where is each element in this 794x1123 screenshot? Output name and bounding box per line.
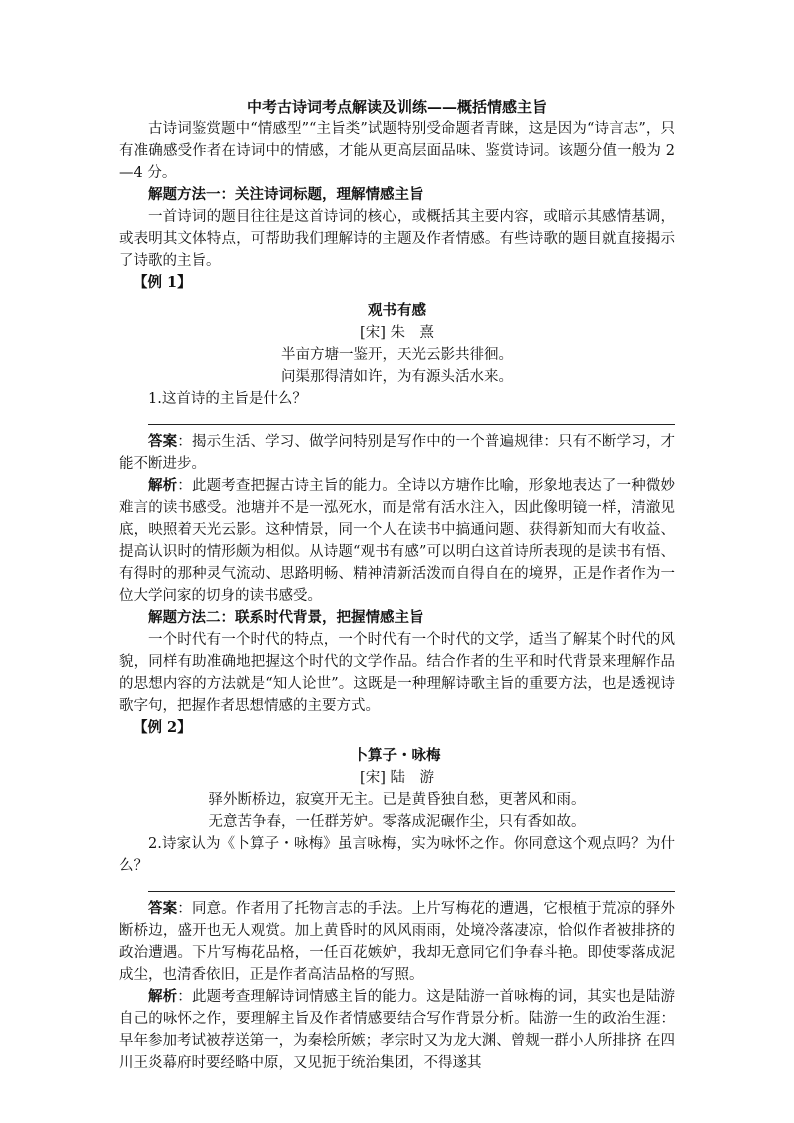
document-page	[119, 96, 675, 1074]
example2-answer-blank	[148, 877, 675, 892]
example2-poem-line: 无意苦争春，一任群芳妒。零落成泥碾作尘，只有香如故。	[208, 814, 586, 830]
answer-text: ：揭示生活、学习、做学问特别是写作中的一个普遍规律：只有不断学习，才能不断进步。	[119, 434, 676, 472]
method1-heading: 解题方法一：关注诗词标题，理解情感主旨	[148, 186, 424, 203]
analysis-text: ：此题考查把握古诗主旨的能力。全诗以方塘作比喻，形象地表达了一种微妙难言的读书感受。池塘并不是一泓死水，而是常有活水注入，因此像明镜一样，清澈见底，映照着天光云影。这种情景，同一个人在读书中搞通问题、获得新知而大有收益、提高认识时的情形颇为相似。从诗题“观书有感”可以明白这首诗所表现的是读书有悟、有得时的那种灵气流动、思路明畅、精神清新活泼而自得自在的境界，正是作者作为一位大学问家的切身的读书感受。	[119, 478, 676, 604]
example1-poem-author: [宋] 朱 熹	[360, 325, 434, 341]
example1-answer-blank	[148, 410, 675, 425]
example1-answer	[119, 431, 675, 475]
method1-body: 一首诗词的题目往往是这首诗词的核心，或概括其主要内容，或暗示其感情基调，或表明其文体特点，可帮助我们理解诗的主题及作者情感。有些诗歌的题目就直接揭示了诗歌的主旨。	[119, 209, 675, 269]
example2-analysis	[119, 986, 675, 1074]
example2-question: 2.诗家认为《卜算子・咏梅》虽言咏梅，实为咏怀之作。你同意这个观点吗？为什么？	[119, 836, 675, 874]
example1-poem-line: 问渠那得清如许，为有源头活水来。	[281, 369, 513, 385]
method2-heading: 解题方法二：联系时代背景，把握情感主旨	[148, 609, 424, 626]
example2-poem-line: 驿外断桥边，寂寞开无主。已是黄昏独自愁，更著风和雨。	[208, 792, 586, 808]
answer-text: ：同意。作者用了托物言志的手法。上片写梅花的遭遇，它根植于荒凉的驿外断桥边，盛开也无人观赏。加上黄昏时的风风雨雨，处境冷落凄凉，恰似作者被排挤的政治遭遇。下片写梅花品格，一任百花嫉妒，我却无意同它们争春斗艳。即使零落成泥成尘，也清香依旧，正是作者高洁品格的写照。	[119, 901, 676, 983]
answer-label: 答案	[148, 900, 178, 917]
example1-label: 【例 1】	[133, 274, 192, 291]
method2-body: 一个时代有一个时代的特点，一个时代有一个时代的文学，适当了解某个时代的风貌，同样有助准确地把握这个时代的文学作品。结合作者的生平和时代背景来理解作品的思想内容的方法就是“知人论世”。这既是一种理解诗歌主旨的重要方法，也是透视诗歌字句，把握作者思想情感的主要方式。	[119, 632, 675, 714]
intro-paragraph: 古诗词鉴赏题中“情感型”“主旨类”试题特别受命题者青睐，这是因为“诗言志”，只有准确感受作者在诗词中的情感，才能从更高层面品味、鉴赏诗词。该题分值一般为 2—4 分。	[119, 121, 675, 181]
answer-label: 答案	[148, 433, 178, 450]
analysis-label: 解析	[148, 477, 178, 494]
example1-analysis	[119, 475, 675, 607]
example1-question: 1.这首诗的主旨是什么？	[148, 391, 307, 407]
example2-poem-author: [宋] 陆 游	[360, 770, 434, 786]
example2-poem-title: 卜算子・咏梅	[353, 747, 441, 764]
example1-poem-line: 半亩方塘一鉴开，天光云影共徘徊。	[281, 347, 513, 363]
analysis-text: ：此题考查理解诗词情感主旨的能力。这是陆游一首咏梅的词，其实也是陆游自己的咏怀之作，要理解主旨及作者情感要结合写作背景分析。陆游一生的政治生涯：早年参加考试被荐送第一，为秦桧所嫉；孝宗时又为龙大渊、曾觌一群小人所排挤 在四川王炎幕府时要经略中原，又见扼于统治集团，不得遂其	[119, 989, 676, 1071]
example2-answer	[119, 898, 675, 986]
example1-poem-title: 观书有感	[368, 302, 426, 319]
analysis-label: 解析	[148, 988, 178, 1005]
document-title: 中考古诗词考点解读及训练——概括情感主旨	[246, 98, 547, 116]
example2-label: 【例 2】	[133, 719, 192, 736]
